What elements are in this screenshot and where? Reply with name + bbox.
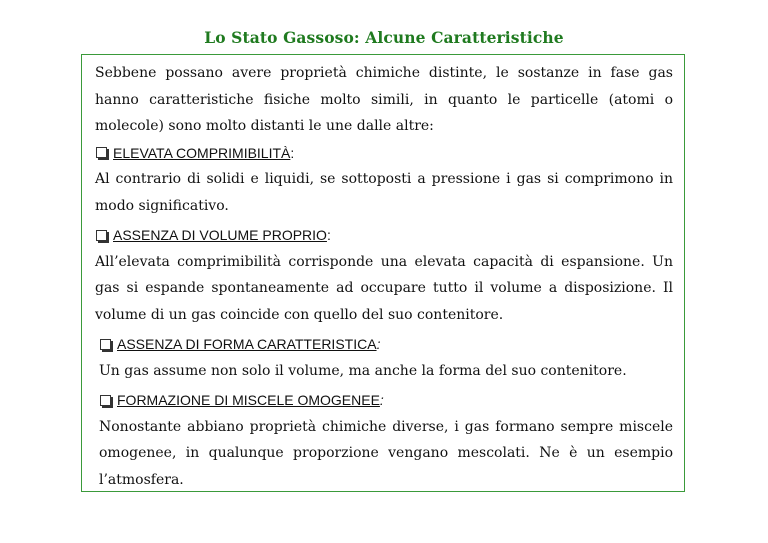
checkbox-bullet-icon: [100, 395, 111, 406]
intro-paragraph: Sebbene possano avere proprietà chimiche distinte, le sostanze in fase gas hanno caratteristiche fisiche molto simili, in quanto le particelle (atomi o molecole) sono molto distanti le une dalle altre:: [95, 65, 673, 134]
section-heading-suffix: :: [379, 392, 384, 408]
section-heading-volume: [95, 222, 673, 249]
content-area: [95, 60, 673, 493]
checkbox-bullet-icon: [96, 230, 107, 241]
section-heading-text: FORMAZIONE DI MISCELE OMOGENEE: [117, 392, 380, 408]
section-body-compressibility: Al contrario di solidi e liquidi, se sottoposti a pressione i gas si comprimono in modo significativo.: [95, 171, 673, 214]
page-title: Lo Stato Gassoso: Alcune Caratteristiche: [204, 28, 564, 47]
section-body-mixtures: Nonostante abbiano proprietà chimiche diverse, i gas formano sempre miscele omogenee, in qualunque proporzione vengano mescolati. Ne è un esempio l’atmosfera.: [99, 418, 673, 488]
section-heading-text: ASSENZA DI VOLUME PROPRIO: [113, 227, 327, 243]
section-heading-text: ASSENZA DI FORMA CARATTERISTICA: [117, 336, 377, 352]
section-heading-text: ELEVATA COMPRIMIBILITÀ: [113, 144, 291, 161]
checkbox-bullet-icon: [100, 339, 111, 350]
section-heading-suffix: :: [376, 336, 381, 352]
checkbox-bullet-icon: [96, 147, 107, 158]
section-body-shape: Un gas assume non solo il volume, ma anche la forma del suo contenitore.: [99, 362, 627, 379]
section-heading-suffix: :: [290, 144, 295, 161]
section-heading-shape: [99, 331, 673, 358]
section-heading-compressibility: [95, 140, 673, 167]
section-body-volume: All’elevata comprimibilità corrisponde una elevata capacità di espansione. Un gas si espande spontaneamente ad occupare tutto il volume a disposizione. Il volume di un gas coincide con quello del suo contenitore.: [95, 253, 673, 323]
section-heading-suffix: :: [326, 227, 331, 243]
section-heading-mixtures: [99, 387, 673, 414]
